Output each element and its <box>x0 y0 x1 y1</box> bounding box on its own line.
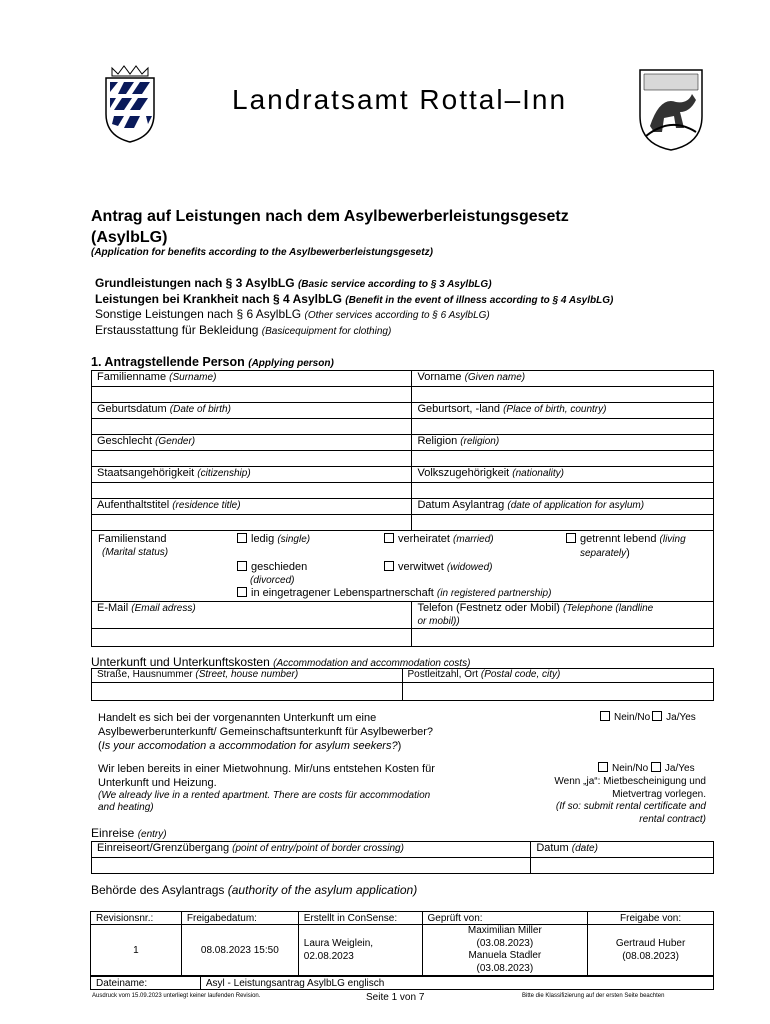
rev-header-date: Freigabedatum: <box>181 912 298 925</box>
rev-header-approved: Freigabe von: <box>588 912 714 925</box>
entry-place-field[interactable] <box>92 858 531 874</box>
residence-title-field[interactable] <box>92 515 412 531</box>
nationality-field[interactable] <box>412 483 714 499</box>
label-residence-title: Aufenthaltstitel (residence title) <box>92 499 412 515</box>
label-citizenship: Staatsangehörigkeit (citizenship) <box>92 467 412 483</box>
marital-separated-en: separately) <box>580 547 630 559</box>
label-email: E-Mail (Email adress) <box>92 602 412 629</box>
rev-date: 08.08.2023 15:50 <box>181 925 298 976</box>
q1-options: Nein/No Ja/Yes <box>600 711 696 723</box>
filename-table <box>90 976 714 990</box>
q2-no-checkbox[interactable] <box>598 762 608 772</box>
footer-print-note: Ausdruck vom 15.09.2023 unterliegt keiner laufenden Revision. <box>92 993 261 999</box>
rev-header-number: Revisionsnr.: <box>91 912 182 925</box>
page-number: Seite 1 von 7 <box>366 992 425 1003</box>
religion-field[interactable] <box>412 451 714 467</box>
marital-widowed[interactable]: verwitwet (widowed) <box>384 561 492 573</box>
form-heading-abbr: (AsylbLG) <box>91 229 168 246</box>
label-asylum-date: Datum Asylantrag (date of application for asylum) <box>412 499 714 515</box>
asylum-date-field[interactable] <box>412 515 714 531</box>
accommodation-title: Unterkunft und Unterkunftskosten (Accommodation and accommodation costs) <box>91 655 471 669</box>
label-dob: Geburtsdatum (Date of birth) <box>92 403 412 419</box>
widowed-checkbox[interactable] <box>384 561 394 571</box>
email-field[interactable] <box>92 629 412 647</box>
surname-field[interactable] <box>92 387 412 403</box>
postal-field[interactable] <box>402 683 714 701</box>
dob-field[interactable] <box>92 419 412 435</box>
marital-divorced-en: (divorced) <box>250 575 295 586</box>
divorced-checkbox[interactable] <box>237 561 247 571</box>
label-street: Straße, Hausnummer (Street, house number) <box>92 669 403 683</box>
marital-married[interactable]: verheiratet (married) <box>384 533 494 545</box>
street-field[interactable] <box>92 683 403 701</box>
marital-separated[interactable]: getrennt lebend (living <box>566 533 686 545</box>
label-entry-place: Einreiseort/Grenzübergang (point of entry/point of border crossing) <box>92 842 531 858</box>
label-gender: Geschlecht (Gender) <box>92 435 412 451</box>
partnership-checkbox[interactable] <box>237 587 247 597</box>
marital-label: Familienstand <box>98 533 167 545</box>
form-heading: Antrag auf Leistungen nach dem Asylbewerberleistungsgesetz <box>91 208 569 225</box>
service-clothing[interactable]: Erstausstattung für Bekleidung (Basicequipment for clothing) <box>95 323 392 337</box>
marital-partnership[interactable]: in eingetragener Lebenspartnerschaft (in registered partnership) <box>237 587 551 599</box>
marital-label-en: (Marital status) <box>102 547 169 558</box>
phone-field[interactable] <box>412 629 714 647</box>
label-postal: Postleitzahl, Ort (Postal code, city) <box>402 669 714 683</box>
label-religion: Religion (religion) <box>412 435 714 451</box>
revision-table <box>90 911 714 976</box>
single-checkbox[interactable] <box>237 533 247 543</box>
rev-created: Laura Weiglein, 02.08.2023 <box>298 925 422 976</box>
q1-no-checkbox[interactable] <box>600 711 610 721</box>
rev-header-created: Erstellt in ConSense: <box>298 912 422 925</box>
accommodation-table <box>91 668 714 701</box>
marital-divorced[interactable]: geschieden <box>237 561 307 573</box>
label-birthplace: Geburtsort, -land (Place of birth, country) <box>412 403 714 419</box>
label-entry-date: Datum (date) <box>531 842 714 858</box>
question-rented-apartment: Wir leben bereits in einer Mietwohnung. Mir/uns entstehen Kosten für Unterkunft und Heizung. (We already live in a rented apartment. There are costs für accommodation and heating) <box>98 763 435 813</box>
rev-approved: Gertraud Huber (08.08.2023) <box>588 925 714 976</box>
citizenship-field[interactable] <box>92 483 412 499</box>
label-given-name: Vorname (Given name) <box>412 371 714 387</box>
married-checkbox[interactable] <box>384 533 394 543</box>
label-phone: Telefon (Festnetz oder Mobil) (Telephone (landline or mobil)) <box>412 602 714 629</box>
q1-yes-checkbox[interactable] <box>652 711 662 721</box>
q2-options: Nein/No Ja/Yes <box>598 762 695 774</box>
gender-field[interactable] <box>92 451 412 467</box>
bavaria-coat-of-arms <box>102 64 158 144</box>
form-heading-en: (Application for benefits according to the Asylbewerberleistungsgesetz) <box>91 247 433 258</box>
applicant-table <box>91 370 714 647</box>
rev-number: 1 <box>91 925 182 976</box>
separated-checkbox[interactable] <box>566 533 576 543</box>
entry-table <box>91 841 714 874</box>
q2-yes-checkbox[interactable] <box>651 762 661 772</box>
marital-single[interactable]: ledig (single) <box>237 533 310 545</box>
rev-checked: Maximilian Miller (03.08.2023) Manuela Stadler (03.08.2023) <box>422 925 588 976</box>
entry-title: Einreise (entry) <box>91 826 167 840</box>
service-other[interactable]: Sonstige Leistungen nach § 6 AsylbLG (Other services according to § 6 AsylbLG) <box>95 307 490 321</box>
given-name-field[interactable] <box>412 387 714 403</box>
entry-date-field[interactable] <box>531 858 714 874</box>
section1-title: 1. Antragstellende Person (Applying person) <box>91 355 334 369</box>
service-basic[interactable]: Grundleistungen nach § 3 AsylbLG (Basic service according to § 3 AsylbLG) <box>95 276 492 290</box>
file-label: Dateiname: <box>91 977 201 990</box>
file-name: Asyl - Leistungsantrag AsylbLG englisch <box>200 977 713 990</box>
service-illness[interactable]: Leistungen bei Krankheit nach § 4 AsylbLG (Benefit in the event of illness according to § 4 AsylbLG) <box>95 292 614 306</box>
footer-classification-note: Bitte die Klassifizierung auf der ersten Seite beachten <box>522 993 665 999</box>
rottal-inn-coat-of-arms <box>636 66 706 152</box>
question-asylum-accommodation: Handelt es sich bei der vorgenannten Unterkunft um eine Asylbewerberunterkunft/ Gemeinschaftsunterkunft für Asylbewerber? (Is your accomodation a accommodation for asylum seekers?) <box>98 712 434 752</box>
rev-header-checked: Geprüft von: <box>422 912 588 925</box>
authority-label: Behörde des Asylantrags (authority of the asylum application) <box>91 883 418 897</box>
birthplace-field[interactable] <box>412 419 714 435</box>
label-nationality: Volkszugehörigkeit (nationality) <box>412 467 714 483</box>
office-title: Landratsamt Rottal–Inn <box>232 84 568 115</box>
marital-status-cell <box>92 531 714 602</box>
label-surname: Familienname (Surname) <box>92 371 412 387</box>
q2-note: Wenn „ja“: Mietbescheinigung und Mietvertrag vorlegen. (If so: submit rental certificate and rental contract) <box>554 776 706 825</box>
